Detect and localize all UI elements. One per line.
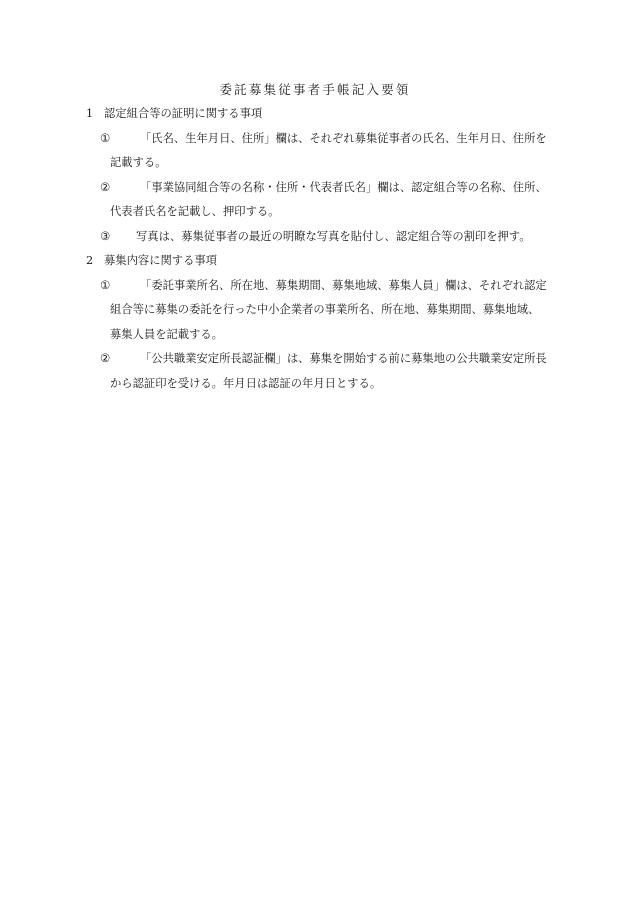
item-line: 「委託事業所名、所在地、募集期間、募集地域、募集人員」欄は、それぞれ認定 — [140, 278, 547, 292]
section-title: 募集内容に関する事項 — [104, 254, 217, 267]
item-line: 記載する。 — [110, 156, 167, 169]
item-marker: ① — [100, 278, 111, 292]
document-body — [86, 102, 556, 396]
list-item — [86, 347, 556, 396]
item-text — [110, 176, 556, 225]
item-line: 「公共職業安定所長認証欄」は、募集を開始する前に募集地の公共職業安定所長 — [140, 352, 547, 365]
item-marker: ② — [100, 180, 111, 194]
list-item — [86, 274, 556, 348]
item-line: 「氏名、生年月日、住所」欄は、それぞれ募集従事者の氏名、生年月日、住所を — [140, 131, 547, 145]
section-1 — [86, 102, 556, 249]
section-number: 2 — [86, 254, 94, 267]
list-item — [86, 127, 556, 176]
section-heading — [86, 102, 556, 127]
section-number: 1 — [86, 107, 94, 120]
item-text — [124, 225, 556, 250]
item-marker: ① — [100, 131, 111, 145]
item-text — [110, 347, 556, 396]
list-item — [86, 176, 556, 225]
item-line: 代表者氏名を記載し、押印する。 — [110, 205, 280, 218]
document-title: 委託募集従事者手帳記入要領 — [219, 82, 411, 97]
section-title: 認定組合等の証明に関する事項 — [104, 107, 263, 120]
item-line: 募集人員を記載する。 — [110, 327, 223, 341]
item-text — [110, 127, 556, 176]
item-line: 「事業協同組合等の名称・住所・代表者氏名」欄は、認定組合等の名称、住所、 — [140, 180, 547, 194]
item-line: 組合等に募集の委託を行った中小企業者の事業所名、所在地、募集期間、募集地域、 — [110, 303, 540, 316]
section-2 — [86, 249, 556, 396]
item-line: から認証印を受ける。年月日は認証の年月日とする。 — [110, 376, 382, 390]
item-text — [110, 274, 556, 348]
item-marker: ③ — [100, 229, 111, 243]
section-heading — [86, 249, 556, 274]
list-item — [86, 225, 556, 250]
item-line: 写真は、募集従事者の最近の明瞭な写真を貼付し、認定組合等の割印を押す。 — [136, 229, 531, 243]
item-marker: ② — [100, 352, 111, 365]
